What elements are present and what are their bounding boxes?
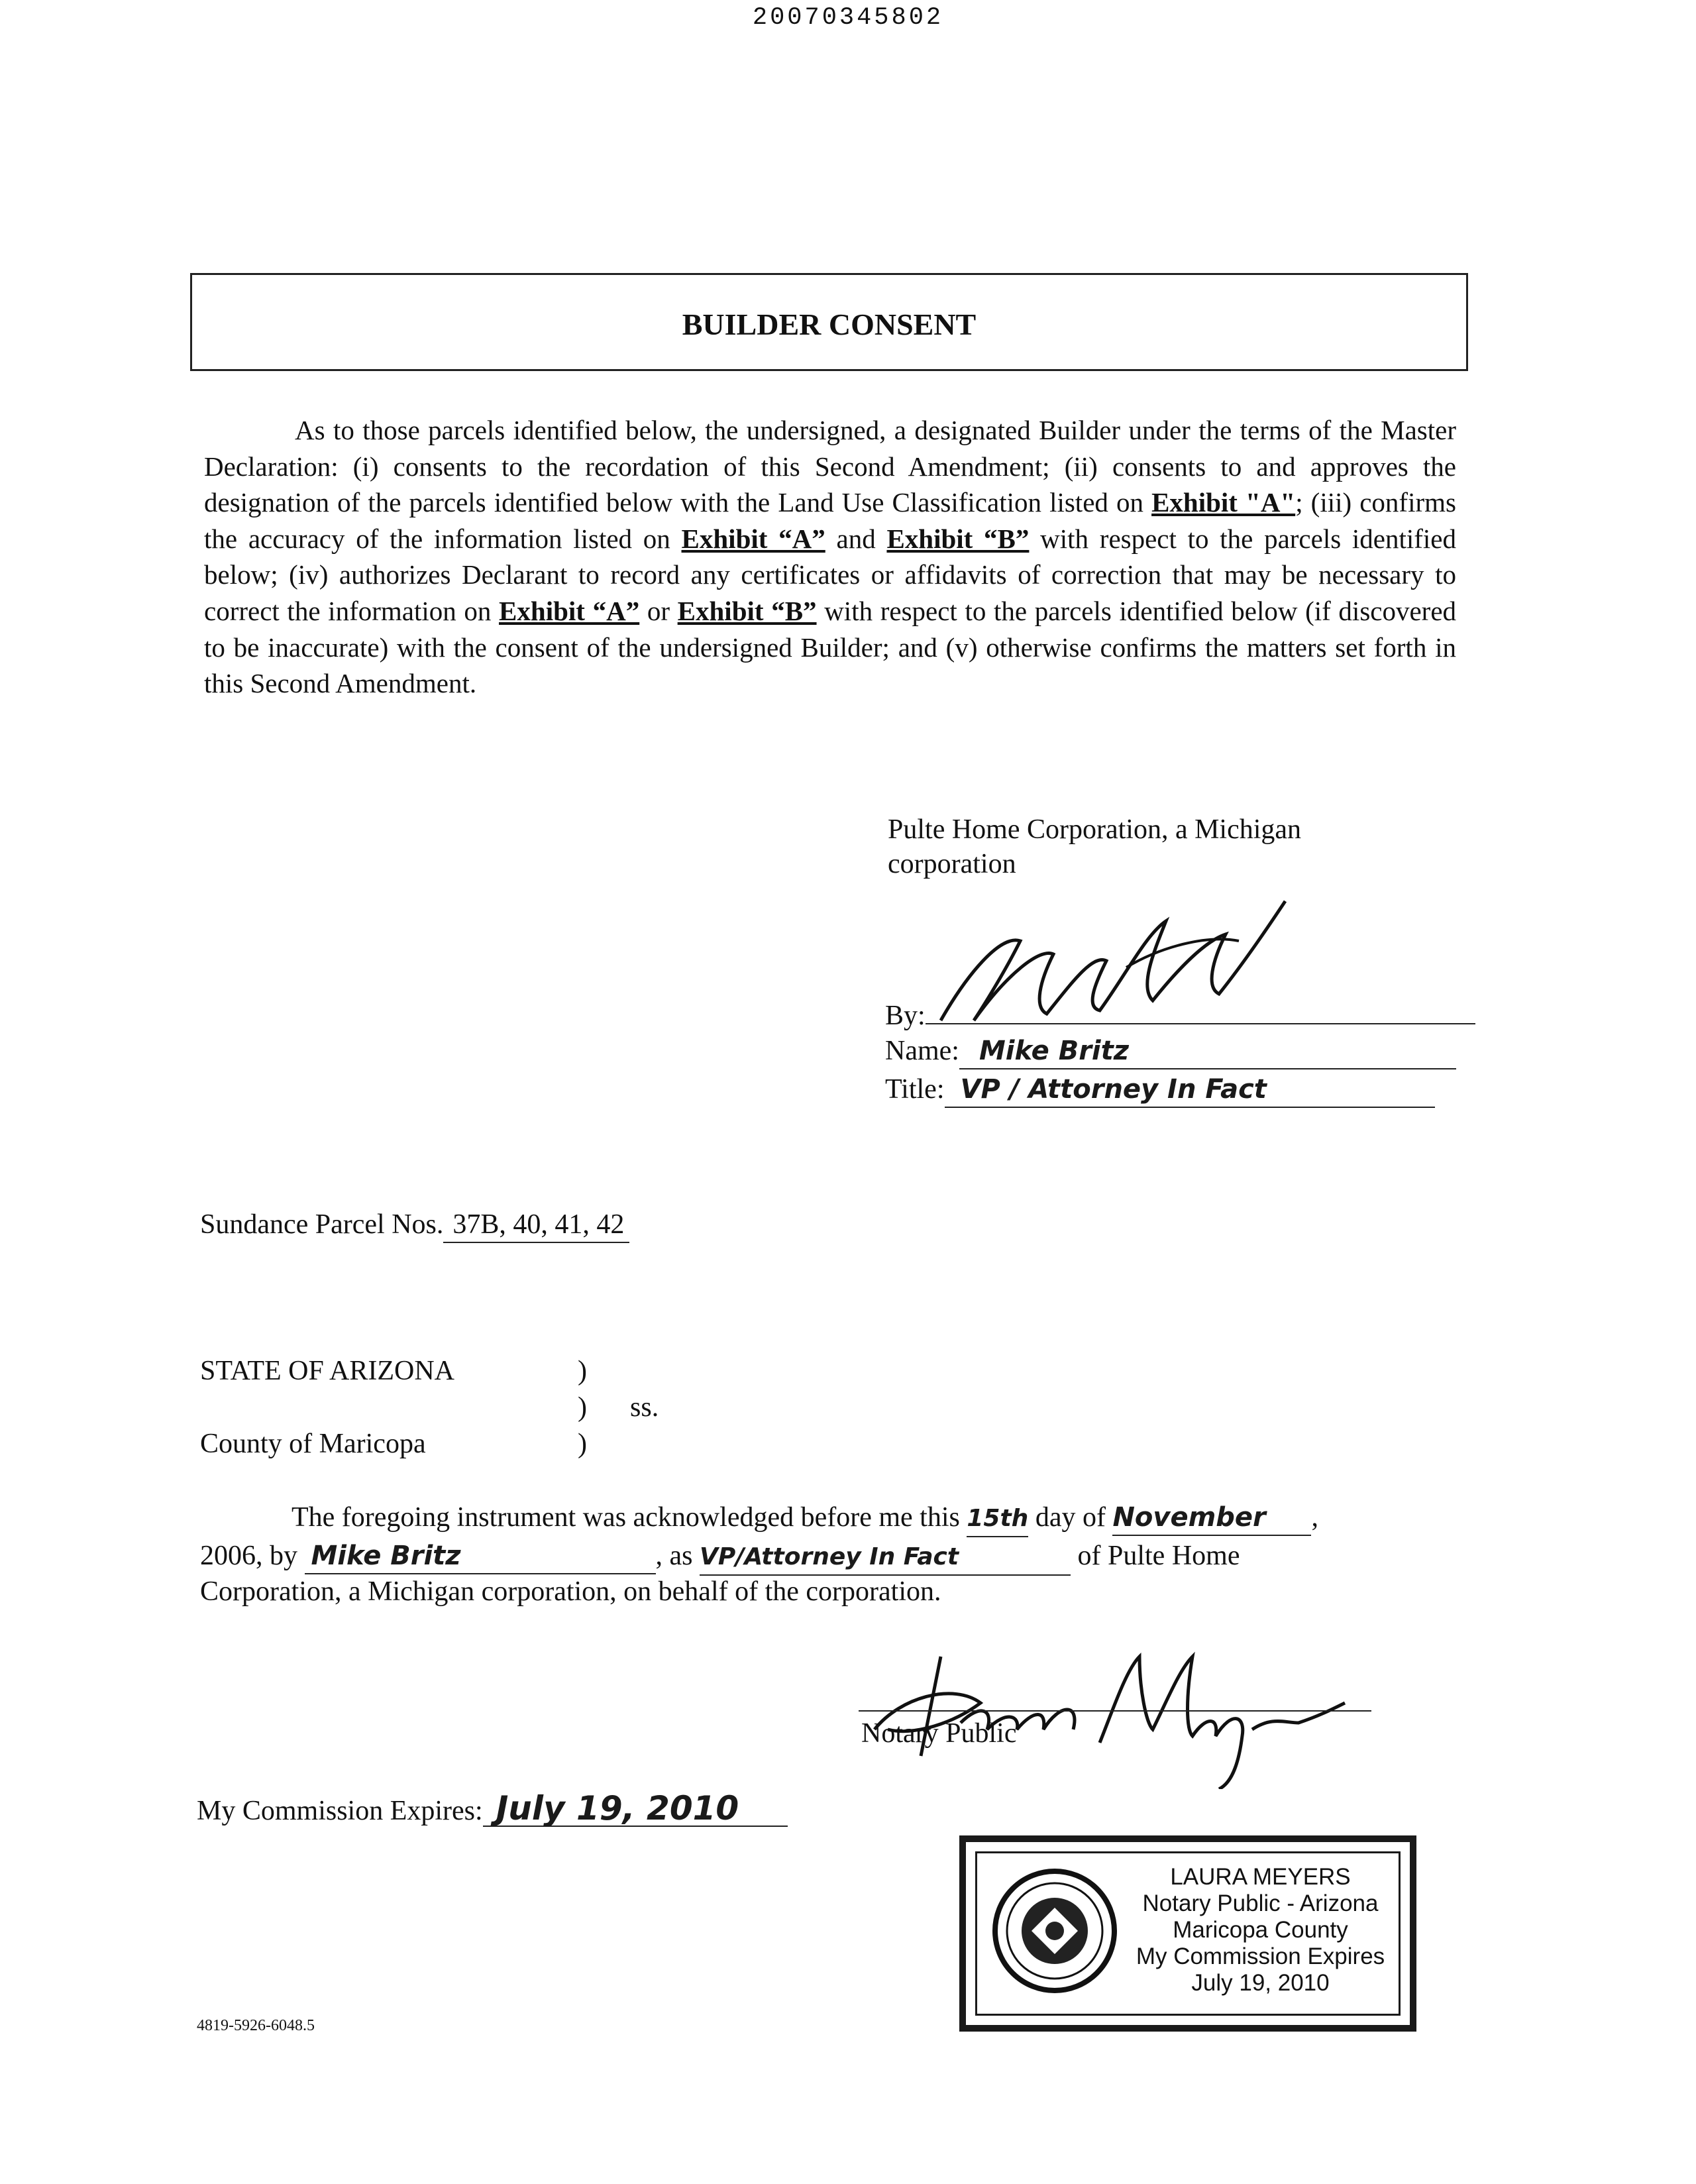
page-title: BUILDER CONSENT bbox=[682, 307, 977, 341]
venue-paren-3: ) bbox=[578, 1429, 587, 1459]
notary-signature bbox=[861, 1630, 1352, 1789]
seal-expires-date: July 19, 2010 bbox=[1191, 1970, 1330, 1996]
title-label: Title: bbox=[885, 1074, 945, 1105]
exhibit-a-ref: Exhibit “A” bbox=[681, 523, 825, 554]
venue-paren-2: ) bbox=[578, 1392, 587, 1423]
by-row bbox=[885, 997, 1475, 1033]
company-line-2: corporation bbox=[888, 849, 1016, 879]
ack-line-1: The foregoing instrument was acknowledged before me this 15th day of November , bbox=[292, 1500, 1318, 1537]
state-seal-icon bbox=[992, 1868, 1118, 1994]
parcel-value: 37B, 40, 41, 42 bbox=[443, 1207, 629, 1243]
title-row bbox=[885, 1072, 1435, 1108]
notary-signature-line bbox=[859, 1710, 1371, 1712]
ss-label: ss. bbox=[630, 1392, 659, 1423]
exhibit-b-ref: Exhibit “B” bbox=[886, 523, 1030, 554]
commission-date: July 19, 2010 bbox=[483, 1791, 788, 1827]
ack-line-3: Corporation, a Michigan corporation, on behalf of the corporation. bbox=[200, 1576, 941, 1607]
commission-label: My Commission Expires: bbox=[197, 1796, 483, 1826]
exhibit-a-ref: Exhibit “A” bbox=[499, 595, 640, 626]
seal-title: Notary Public - Arizona bbox=[1142, 1890, 1379, 1916]
seal-name: LAURA MEYERS bbox=[1170, 1864, 1351, 1890]
name-value: Mike Britz bbox=[959, 1034, 1456, 1069]
ack-by-name: Mike Britz bbox=[305, 1539, 656, 1574]
title-value: VP / Attorney In Fact bbox=[945, 1072, 1435, 1108]
by-label: By: bbox=[885, 1001, 926, 1031]
state-label: STATE OF ARIZONA bbox=[200, 1356, 454, 1386]
title-box bbox=[190, 273, 1468, 371]
exhibit-a-ref: Exhibit "A" bbox=[1151, 487, 1296, 518]
seal-county: Maricopa County bbox=[1173, 1917, 1348, 1943]
company-line-1: Pulte Home Corporation, a Michigan bbox=[888, 814, 1302, 845]
venue-paren-1: ) bbox=[578, 1356, 587, 1386]
document-number: 20070345802 bbox=[752, 4, 944, 32]
consent-paragraph: As to those parcels identified below, the undersigned, a designated Builder under the terms of the Master Declaration: (i) consents to the recordation of this Second Amendment; (ii) consents to and approves the designation of the parcels identified below with the Land Use Classification listed on Exhibit "A"; (iii) confirms the accuracy of the information listed on Exhibit “A” and Exhibit “B” with respect to the parcels identified below; (iv) authorizes Declarant to record any certificates or affidavits of correction that may be necessary to correct the information on Exhibit “A” or Exhibit “B” with respect to the parcels identified below (if discovered to be inaccurate) with the consent of the undersigned Builder; and (v) otherwise confirms the matters set forth in this Second Amendment. bbox=[204, 415, 1457, 699]
ack-capacity: VP/Attorney In Fact bbox=[700, 1540, 1071, 1576]
seal-text bbox=[1126, 1864, 1395, 1996]
notary-seal-stamp bbox=[959, 1835, 1416, 2032]
seal-expires-label: My Commission Expires bbox=[1136, 1943, 1385, 1969]
county-label: County of Maricopa bbox=[200, 1429, 426, 1459]
parcel-label: Sundance Parcel Nos. bbox=[200, 1209, 444, 1240]
signatory-company bbox=[888, 812, 1301, 881]
ack-day: 15th bbox=[967, 1502, 1028, 1537]
ack-month: November bbox=[1112, 1500, 1311, 1536]
seal-inner-border bbox=[975, 1851, 1401, 2016]
name-row bbox=[885, 1034, 1456, 1069]
exhibit-b-ref: Exhibit “B” bbox=[677, 595, 817, 626]
commission-row bbox=[197, 1791, 788, 1828]
name-label: Name: bbox=[885, 1036, 959, 1066]
ack-line-2: 2006, by Mike Britz , as VP/Attorney In Fact of Pulte Home bbox=[200, 1539, 1240, 1576]
parcel-row bbox=[200, 1207, 629, 1243]
by-signature-line bbox=[926, 997, 1475, 1024]
notary-public-label: Notary Public bbox=[861, 1718, 1017, 1749]
document-id-footer: 4819-5926-6048.5 bbox=[197, 2017, 315, 2034]
